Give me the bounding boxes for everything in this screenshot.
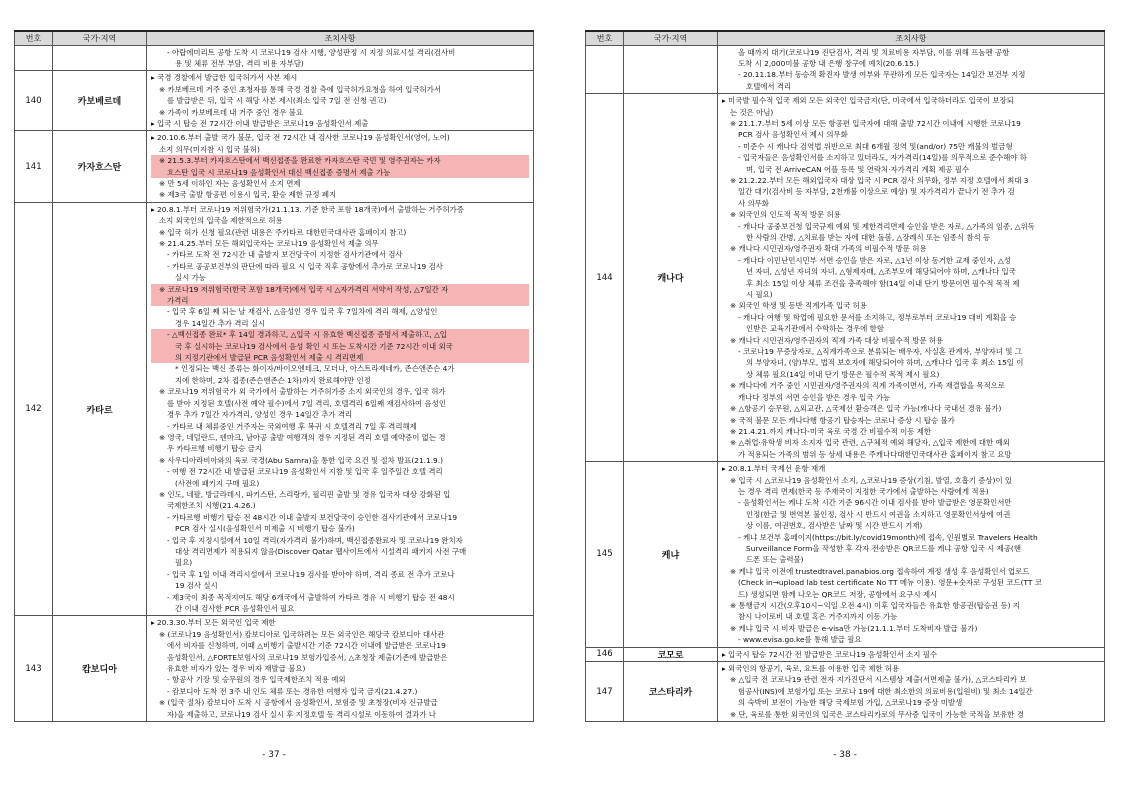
measure-line: ▸ 국경 경찰에서 발급한 입국허가서 사본 제시	[151, 73, 298, 83]
measures-table-right	[585, 30, 1105, 722]
table-header-row	[15, 31, 534, 45]
measure-line: 를 발급받은 뒤, 입국 시 해당 사본 제시(최소 입국 7일 전 신청 권고)	[167, 96, 387, 106]
measure-line: ※ (입국 절차) 캄보디아 도착 시 공항에서 음성확인서, 보험증 및 초청장(비자 신규발급	[159, 698, 438, 708]
table-row	[586, 662, 1105, 722]
country-name: 카타르	[53, 202, 147, 616]
measure-line: - 20.11.18.부터 동승객 확진자 발생 여부와 무관하게 모든 입국자는 14일간 보건부 지정	[738, 70, 1026, 80]
measure-line: ※ △취업·유학생 비자 소지자 입국 관련, △구체적 예외 해당자, △입국 제한에 대한 예외	[730, 438, 1010, 448]
table-row	[15, 71, 534, 131]
measure-line: 인정(한글 및 번역본 불인정, 검사 시 반드시 여권을 소지하고 영문확인서상에 여권	[746, 509, 1011, 519]
row-number: 147	[586, 662, 624, 722]
measure-line: ▸ 외국인의 항공기, 육로, 요트를 이용한 입국 제한 허용	[722, 664, 900, 674]
row-number: 143	[15, 616, 53, 722]
measure-line: 드폰 또는 출력물)	[746, 555, 804, 565]
measure-line: 상 이름, 여권번호, 검사받은 날짜 및 시간 반드시 기재)	[746, 521, 923, 531]
measure-line: 유효한 비자가 있는 경우 비자 재발급 불요)	[167, 664, 306, 674]
measure-line: 대상 격리면제가 적용되지 않음(Discover Qatar 웹사이트에서 시설격리 패키지 사전 구매	[175, 546, 467, 556]
measure-line: 는 것은 아님)	[730, 107, 774, 117]
measure-line: ※ 코로나19 저위험국가 외 국가에서 출발하는 거주허가증 소지 외국인의 경우, 입국 허가	[159, 387, 446, 397]
measure-line: 인받은 교육기관에서 수학하는 경우에 한함	[746, 324, 884, 334]
measure-line: 후 최소 15일 이상 체류 조건을 충족해야 함(14일 이내 단기 방문이면 필수적 목적 제	[746, 278, 1020, 288]
measure-line: ※ 단, 육로를 통한 외국인의 입국은 코스타리카로의 무사증 입국이 가능한 국적을 보유한 경	[730, 709, 1024, 719]
measure-line: ※ (코로나19 음성확인서) 캄보디아로 입국하려는 모든 외국인은 해당국 캄보디아 대사관	[159, 629, 445, 639]
measure-line: ※ 만 5세 이하인 자는 음성확인서 소지 면제	[159, 178, 301, 188]
measure-line: ※ 카보베르데 거주 중인 초청자를 통해 국경 경찰 측에 입국허가요청을 하여 입국허가서	[159, 84, 441, 94]
measure-line: ※ 캐나다에 거주 중인 시민권자/영주권자의 직계 가족이면서, 가족 재결합을 목적으로	[730, 381, 1005, 391]
measure-line: ※ 케냐 입국 시 비자 발급은 e-visa만 가능(21.1.1.부터 도착비자 발급 불가)	[730, 623, 978, 633]
measure-cell	[147, 616, 534, 722]
measure-cell	[718, 94, 1105, 462]
measure-line: 음성확인서, △FORTE보험사의 코로나19 보험가입증서, △초청장 제출(기존에 발급받은	[167, 652, 448, 662]
country-name: 케냐	[624, 462, 718, 648]
measure-line: ▸ 20.10.6.부터 출발 국가 불문, 입국 전 72시간 내 검사한 코로나19 음성확인서(영어, 노어)	[151, 133, 450, 143]
measure-line: ※ 캐나다 시민권자/영주권자 확대 가족의 비필수적 방문 허용	[730, 244, 927, 254]
measure-line: 실시 가능	[175, 273, 206, 283]
highlighted-measure-line: 국 후 실시하는 코로나19 검사에서 음성 확인 시 또는 도착시간 기준 72시간 이내 외국	[151, 341, 529, 352]
measure-line: 지에 한하며, 2차 접종(존슨앤존슨 1차)까지 완료해야만 인정	[175, 375, 371, 385]
measure-line: ※ 가족이 카보베르데 내 거주 중인 경우 불요	[159, 107, 304, 117]
row-number: 140	[15, 71, 53, 131]
measure-line: 년 자녀, △성년 자녀의 자녀, △형제자매, △조부모에 해당되어야 하며, △캐나다 입국	[746, 267, 1016, 277]
measure-line: ※ 사우디아라비아와의 육로 국경(Abu Samra)을 통한 입국 요건 및 절차 발표(21.1.9.)	[159, 455, 443, 465]
measure-line: - 캐나다 이민난민시민부 서면 승인을 받은 자로, △1년 이상 동거한 교제 중인자, △성	[738, 255, 1011, 265]
measure-line: ※ 21.4.21.까지 캐나다-미국 육로 국경 간 비필수적 이동 제한	[730, 426, 932, 436]
measure-line: 한 사람의 간병, △치료를 받는 자에 대한 돌봄, △장례식 또는 임종식 참석 등	[746, 233, 991, 242]
measure-line: - 여행 전 72시간 내 발급된 코로나19 음성확인서 지참 및 입국 후 일주일간 호텔 격리	[167, 467, 443, 477]
measure-line: ▸ 20.8.1.부터 코로나19 저위험국가(21.1.13. 기준 한국 포함 18개국)에서 출발하는 거주허가증	[151, 204, 464, 214]
header-no: 번호	[586, 31, 624, 45]
measure-line: ▸ 20.8.1.부터 국제선 운항 재개	[722, 464, 826, 474]
measure-line: (Check in→upload lab test certificate No TT 메뉴 이용). 영문+숫자로 구성된 코드(TT 코	[738, 578, 1042, 588]
measure-line: ※ 외국인 학생 및 동반 직계가족 입국 허용	[730, 301, 867, 311]
measure-line: 의 숙박비 보전이 가능한 해당 국제보험 가입, △코로나19 증상 미발생	[738, 698, 963, 708]
measure-line: ※ 제3국 출발 항공편 이용시 입국, 환승 제한 규정 폐지	[159, 190, 337, 200]
measure-line: - 아랍에미리트 공항 도착 시 코로나19 검사 시행, 양성판정 시 지정 의료시설 격리(검사비	[167, 47, 456, 57]
measure-line: 호텔에서 격리	[746, 81, 792, 91]
country-name: 카보베르데	[53, 71, 147, 131]
country-name: 코모로	[624, 647, 718, 661]
highlighted-measure-line: ※ 21.5.3.부터 카자흐스탄에서 백신접종을 완료한 카자흐스탄 국민 및 영주권자는 카자	[151, 155, 529, 166]
measure-line: ※ 통행금지 시간(오후10시~익일 오전 4시) 이후 입국자들은 유효한 항공권(탑승권 등) 지	[730, 601, 1020, 610]
measure-line: PCR 검사 음성확인서 제시 의무화	[738, 130, 848, 140]
measure-line: - 입국 후 지정시설에서 10일 격리(자가격리 불가)하며, 백신접종완료자 및 코로나19 완치자	[167, 535, 463, 545]
measure-line: 경우 14일간 추가 격리 실시	[175, 318, 266, 328]
measure-line: ※ △입국 전 코로나19 관련 전자 지가진단서 시스템상 제출(서면제출 불가), △코스타리카 보	[730, 675, 1027, 685]
header-measures: 조치사항	[718, 31, 1105, 45]
measure-line: 의 부양자녀, (양)부모, 법적 보호자에 해당되어야 하며, △캐나다 입국 후 최소 15일 이	[746, 358, 1024, 368]
measure-line: 를 받아 지정된 호텔(사전 예약 필수)에서 7일 격리, 호텔격리 6일째 재검사하여 음성인	[167, 398, 446, 408]
page-number: - 38 -	[833, 750, 857, 760]
measure-line: - www.evisa.go.ke를 통해 발급 필요	[738, 635, 862, 645]
country-name	[624, 45, 718, 94]
measure-line: 경우 추가 7일간 자가격리, 양성인 경우 14일간 추가 격리	[167, 410, 353, 420]
row-number	[586, 45, 624, 94]
measure-line: 시 필요)	[746, 290, 773, 300]
measure-cell	[718, 462, 1105, 648]
measure-line: ※ 영국, 네덜란드, 덴마크, 남아공 출발 여행객의 경우 지정된 격리 호텔 예약증이 없는 경	[159, 432, 446, 442]
measure-cell	[147, 131, 534, 202]
measure-line: 일간 대기(검사비 등 자부담, 2천캐불 이상으로 예상) 및 자가격리가 끝나기 전 추가 검	[738, 187, 1015, 197]
measure-cell	[147, 202, 534, 616]
measure-line: 가 적용되는 가족의 범위 등 상세 내용은 주캐나다대한민국대사관 홈페이지 참고 요망	[738, 449, 1012, 459]
table-row	[586, 647, 1105, 661]
measure-line: ※ 입국 시 △코로나19 음성확인서 소지, △코로나19 증상(기침, 발열, 호흡기 증상)이 있	[730, 475, 1013, 485]
measure-line: ▸ 미국발 필수적 입국 제외 모든 외국인 입국금지(단, 미국에서 입국하더라도 입국이 보장되	[722, 96, 1014, 106]
row-number: 145	[586, 462, 624, 648]
measure-line: 간 이내 검사한 PCR 음성확인서 필요	[175, 604, 295, 613]
measure-cell	[147, 71, 534, 131]
table-row	[15, 131, 534, 202]
table-row	[586, 45, 1105, 94]
measure-line: - 캄보디아 도착 전 3주 내 인도 체류 또는 경유한 여행자 입국 금지(21.4.27.)	[167, 686, 418, 696]
measure-line: 험공사(INS)에 보험가입 또는 코로나 19에 대한 최소한의 의료비용(입원비) 및 최소 14일간	[738, 686, 1033, 696]
measure-line: - 케냐 보건부 홈페이지(https://bit.ly/covid19month)에 접속, 인원별로 Travelers Health	[738, 532, 1038, 542]
measure-cell	[718, 45, 1105, 94]
measure-line: - 입국 후 1일 이내 격리시설에서 코로나19 검사를 받아야 하며, 격리 종료 전 추가 코로나	[167, 569, 455, 579]
measure-line: - 제3국이 최종 목적지여도 해당 6개국에서 출발하여 카타르 경유 시 비행기 탑승 전 48시	[167, 592, 455, 602]
row-number: 144	[586, 94, 624, 462]
highlighted-measure-line: 가격리	[151, 295, 529, 306]
measure-line: PCR 검사 실시(음성확인서 미제출 시 비행기 탑승 불가)	[175, 524, 355, 534]
measure-line: ※ 케냐 입국 이전에 trustedtravel.panabios.org 접속하여 계정 생성 후 음성확인서 업로드	[730, 566, 1030, 576]
table-row	[586, 462, 1105, 648]
measure-line: ※ 인도, 네팔, 방글라데시, 파키스탄, 스리랑카, 필리핀 출발 및 경유 입국자 대상 강화된 입	[159, 489, 451, 499]
row-number: 141	[15, 131, 53, 202]
row-number	[15, 45, 53, 71]
measure-line: ▸ 입국 시 탑승 전 72시간 이내 발급받은 코로나19 음성확인서 제출	[151, 118, 369, 128]
measure-line: 도착 시 2,000미불 공항 내 은행 창구에 예치(20.6.15.)	[738, 58, 920, 68]
highlighted-measure-line: - △백신접종 완료* 후 14일 경과하고, △입국 시 유효한 백신접종 증명서 제출하고, △입	[151, 329, 529, 340]
measure-line: 자)을 제출하고, 코로나19 검사 실시 후 지정호텔 등 격리시설로 이동하여 결과가 나	[167, 709, 436, 719]
measure-line: - 음성확인서는 케냐 도착 시간 기준 96시간 이내 검사를 받아 발급받은 영문확인서만	[738, 498, 1012, 508]
row-number: 146	[586, 647, 624, 661]
measure-line: ※ △항공기 승무원, △외교관, △국제선 환승객은 입국 가능(캐나다 국내선 경유 불가)	[730, 404, 1002, 414]
header-no: 번호	[15, 31, 53, 45]
measure-line: ▸ 입국시 탑승 72시간 전 발급받은 코로나19 음성확인서 소지 필수	[722, 649, 938, 659]
country-name	[53, 45, 147, 71]
measure-line: 사 의무화	[738, 198, 769, 208]
measure-line: 우 카타르행 비행기 탑승 금지	[167, 444, 263, 454]
table-row	[15, 616, 534, 722]
measure-cell	[147, 45, 534, 71]
table-row	[15, 202, 534, 616]
measure-line: - 카타르 공공보건부의 판단에 따라 필요 시 입국 직후 공항에서 추가로 코로나19 검사	[167, 261, 443, 271]
measure-line: 는 경우 격리 면제(한국 등 주재국이 지정한 국가에서 출발하는 사람에게 적용)	[738, 486, 989, 496]
country-name: 캄보디아	[53, 616, 147, 722]
table-row	[15, 45, 534, 71]
page-right	[585, 30, 1105, 760]
measure-line: 필요)	[175, 558, 193, 568]
measure-line: 며, 입국 전 ArriveCAN 어플 등록 및 연락처·자가격리 계획 제공 필수	[746, 164, 969, 174]
measure-line: 올 때까지 대기(코로나19 진단검사, 격리 및 치료비용 자부담, 이를 위해 프놈펜 공항	[738, 47, 1010, 57]
table-row	[586, 94, 1105, 462]
highlighted-measure-line: ※ 코로나19 저위험국(한국 포함 18개국)에서 입국 시 △자가격리 서약서 작성, △7일간 자	[151, 284, 529, 295]
measure-line: - 카타르행 비행기 탑승 전 48시간 이내 출발지 보건당국이 승인한 검사기관에서 코로나19	[167, 512, 458, 522]
table-header-row	[586, 31, 1105, 45]
highlighted-measure-line: 흐스탄 입국 시 코로나19 음성확인서 대신 백신접종 증명서 제출 가능	[151, 167, 529, 178]
measure-cell	[718, 662, 1105, 722]
measure-line: - 미준수 시 캐나다 검역법 위반으로 최대 6개월 징역 및(and/or) 75만 캐불의 벌금형	[738, 141, 1013, 151]
measure-line: 캐나다 정부의 서면 승인을 받은 경우 입국 가능	[738, 392, 891, 402]
measure-line: - 코로나19 무증상자로, △직계가족으로 분류되는 배우자, 사실혼 관계자, 부양자녀 및 그	[738, 347, 1022, 357]
header-measures: 조치사항	[147, 31, 534, 45]
measure-line: ※ 캐나다 시민권자/영주권자의 직계 가족 대상 비필수적 방문 허용	[730, 335, 944, 345]
measure-line: - 카타르 도착 전 72시간 내 출발지 보건당국이 지정한 검사기관에서 검사	[167, 250, 403, 260]
measure-line: Surveillance Form을 작성한 후 각자 전송받은 QR코드를 케냐 공항 입국 시 제공(핸	[746, 543, 1021, 553]
page-left	[14, 30, 534, 760]
row-number: 142	[15, 202, 53, 616]
measure-line: - 캐나다 여행 및 학업에 필요한 문서를 소지하고, 정부로부터 코로나19 대비 계획을 승	[738, 312, 1017, 322]
measure-line: - 카타르 내 체류중인 거주자는 국외여행 후 복귀 시 호텔격리 7일 후 격리해제	[167, 421, 417, 431]
measure-line: ※ 21.2.22.부터 모든 해외입국자 대상 입국 시 PCR 검사 의무화, 정부 지정 호텔에서 최대 3	[730, 175, 1029, 185]
measure-line: ※ 21.4.25.부터 모든 해외입국자는 코로나19 음성확인서 제출 의무	[159, 239, 379, 248]
measure-line: 에서 비자를 신청하며, 이때 △비행기 출발시간 기준 72시간 이내에 발급받은 코로나19	[167, 641, 446, 651]
header-country: 국가·지역	[53, 31, 147, 45]
measure-line: 참시 나이로비 내 호텔 혹은 거주지까지 이동 가능	[738, 612, 898, 622]
header-country: 국가·지역	[624, 31, 718, 45]
measure-line: 19 검사 실시	[175, 581, 218, 591]
measure-line: ▸ 20.3.30.부터 모든 외국인 입국 제한	[151, 618, 276, 628]
country-name: 카자흐스탄	[53, 131, 147, 202]
measure-line: 소지 외국인의 입국을 제한적으로 허용	[159, 216, 283, 226]
measure-line: ※ 국적 불문 모든 캐나다행 항공기 탑승자는 코로나 증상 시 탑승 불가	[730, 415, 955, 425]
measure-line: - 입국자들은 음성확인서를 소지하고 있더라도, 자가격리(14일)를 의무적으로 준수해야 하	[738, 153, 1027, 163]
measure-line: 국제한조치 시행(21.4.26.)	[167, 501, 256, 511]
country-name: 코스타리카	[624, 662, 718, 722]
measure-cell	[718, 647, 1105, 661]
measure-line: - 입국 후 6일 째 되는 날 재검사, △음성인 경우 입국 후 7일차에 격리 해제, △양성인	[167, 307, 438, 317]
measure-line: 용 및 체류 전부 부담, 격리 비용 자부담)	[175, 58, 304, 68]
measure-line: (사전에 패키지 구매 필요)	[175, 478, 260, 488]
country-name: 캐나다	[624, 94, 718, 462]
measure-line: * 인정되는 백신 종류는 화이자/바이오엔테크, 모더나, 아스트라제네카, 존슨앤존슨 4가	[175, 364, 455, 374]
measure-line: 드) 생성되면 함께 나오는 QR코드 저장, 공항에서 요구시 제시	[738, 589, 938, 599]
measure-line: ※ 입국 허가 신청 필요(관련 내용은 주카타르 대한민국대사관 홈페이지 참고)	[159, 227, 407, 237]
measure-line: 소지 의무(미지참 시 입국 불허)	[159, 144, 260, 154]
measures-table-left	[14, 30, 534, 722]
measure-line: ※ 외국인의 인도적 목적 방문 허용	[730, 210, 841, 220]
measure-line: - 항공사 기장 및 승무원의 경우 입국제한조치 적용 예외	[167, 675, 346, 685]
measure-line: ※ 21.1.7.부터 5세 이상 모든 항공편 입국자에 대해 출발 72시간 이내에 시행한 코로나19	[730, 118, 1021, 128]
highlighted-measure-line: 의 지정기관에서 발급된 PCR 음성확인서 제출 시 격리면제	[151, 352, 529, 363]
page-number: - 37 -	[262, 750, 286, 760]
measure-line: - 캐나다 공중보건청 입국규제 예외 및 제한격리면제 승인을 받은 자로, △가족의 임종, △위독	[738, 221, 1035, 231]
measure-line: 상 체류 필요(14일 이내 단기 방문은 필수적 목적 제시 필요)	[746, 369, 940, 379]
